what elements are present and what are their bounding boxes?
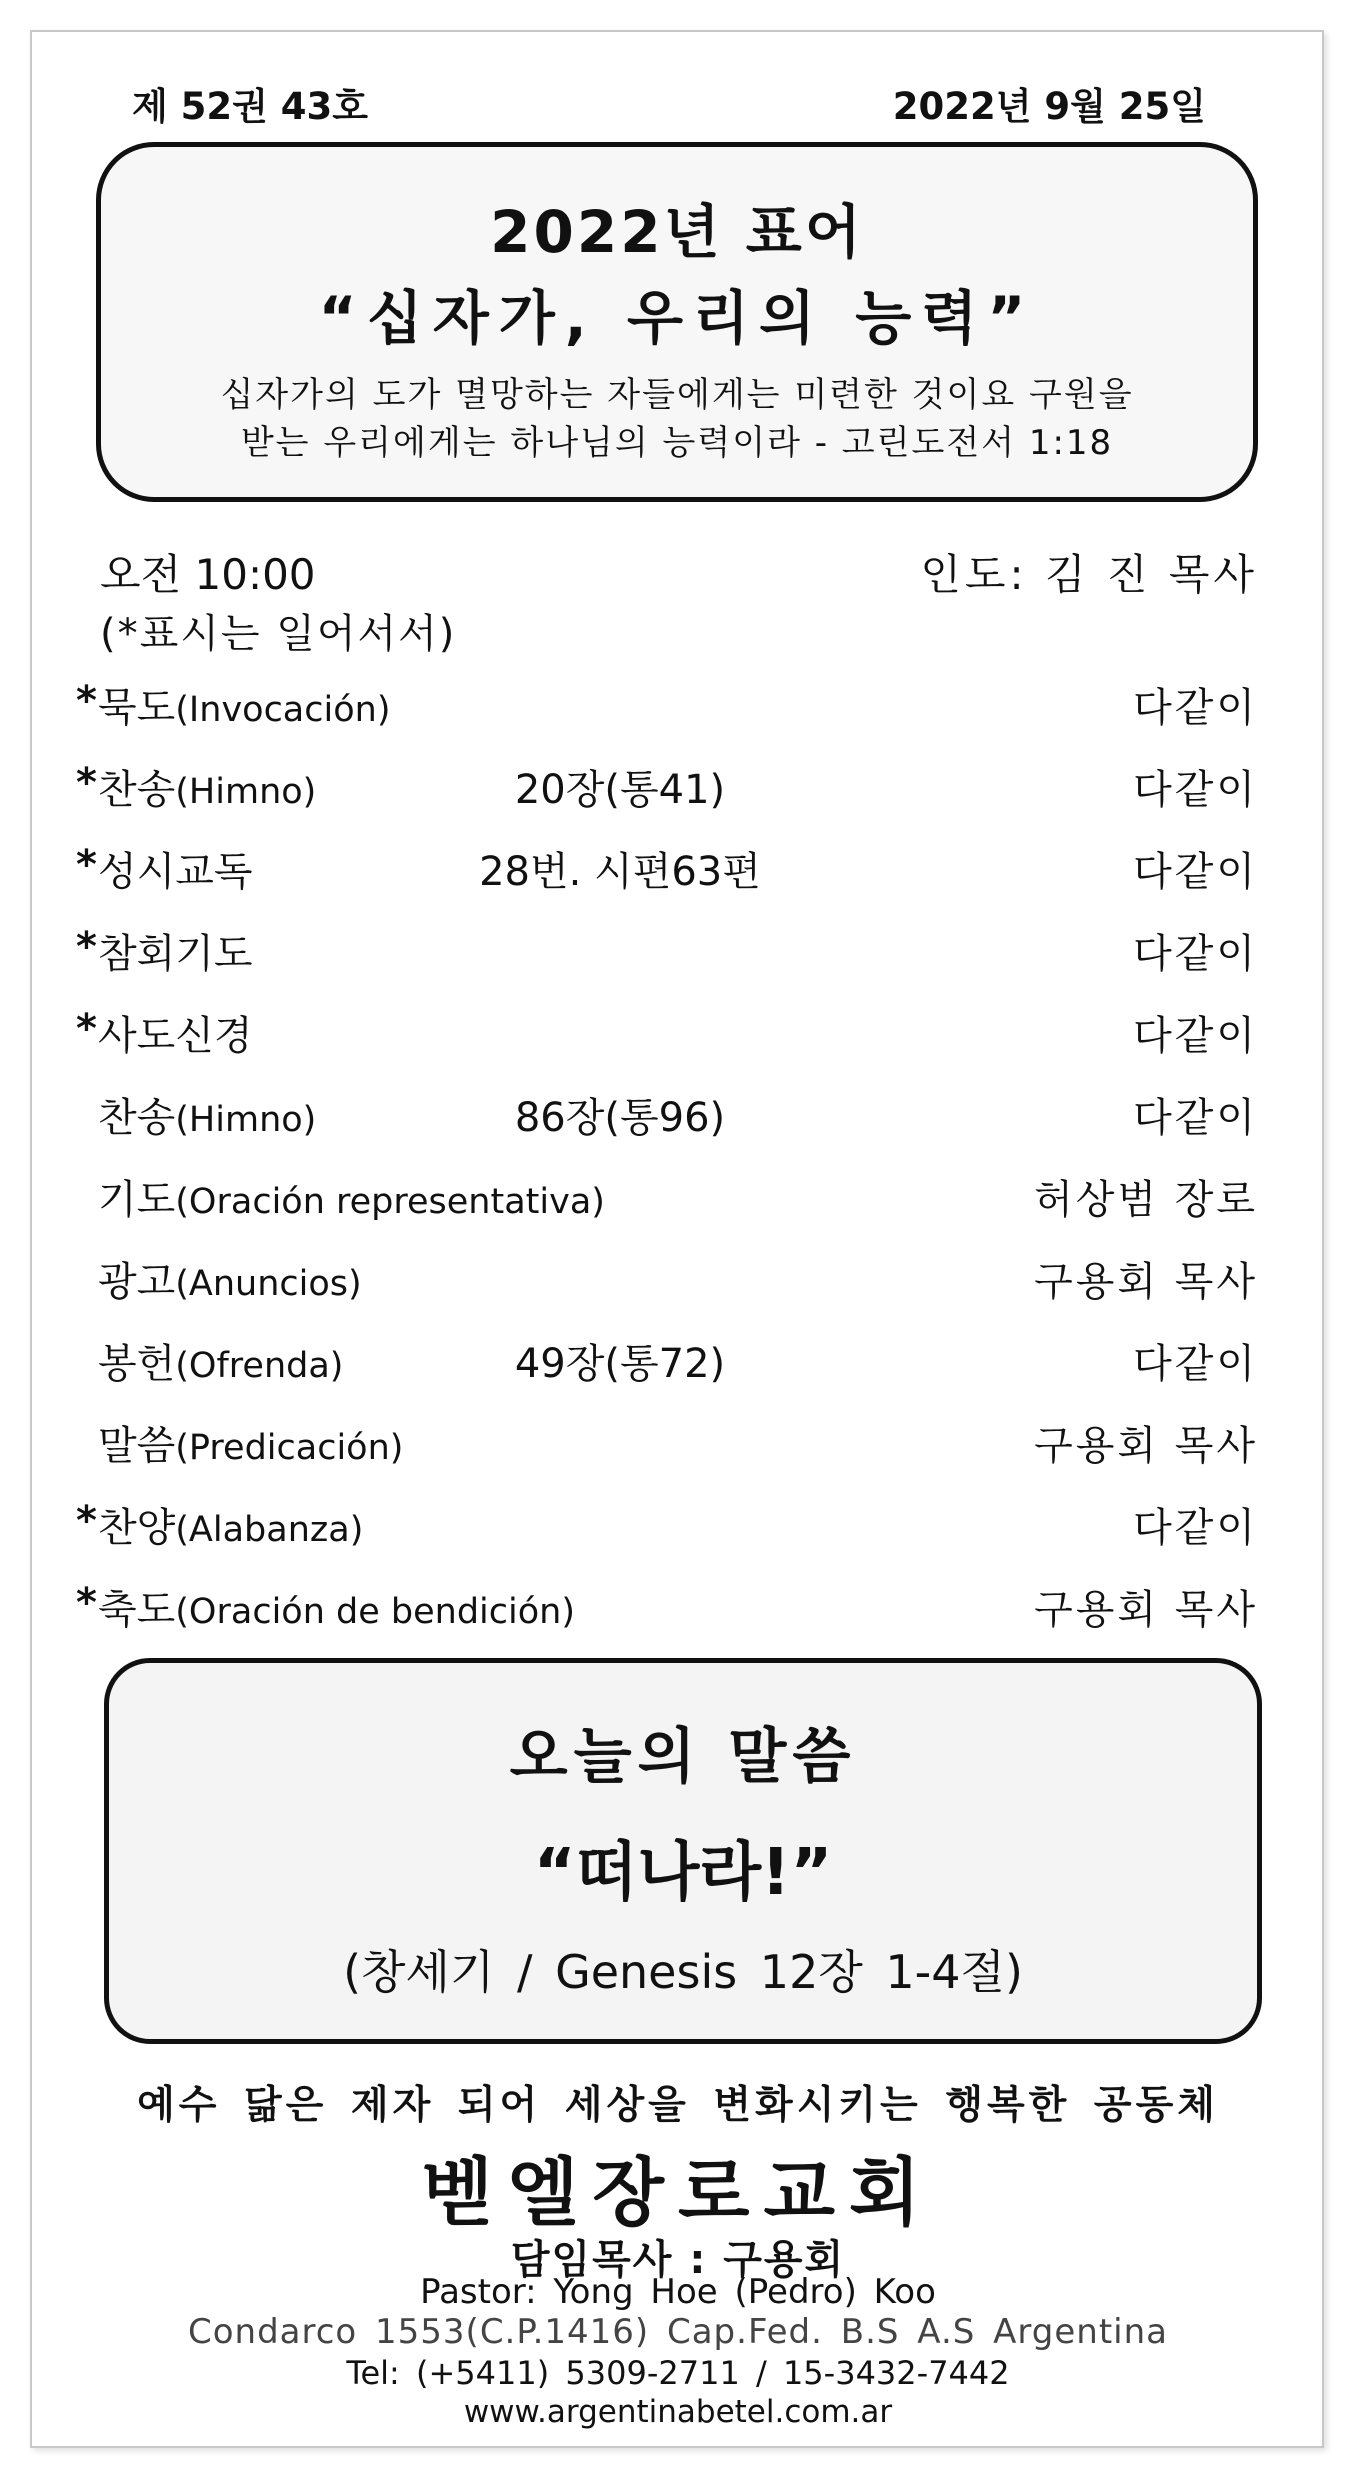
order-item-korean: 사도신경 — [98, 1013, 253, 1059]
standing-mark: * — [76, 760, 97, 806]
standing-mark: * — [76, 678, 97, 724]
order-item-who: 다같이 — [1133, 685, 1258, 731]
todays-word-label: 오늘의 말씀 — [509, 1722, 857, 1792]
order-item-who: 구용회 목사 — [1034, 1587, 1258, 1633]
order-item-name — [98, 1414, 403, 1471]
order-row — [0, 1578, 1356, 1638]
order-item-korean: 묵도 — [98, 685, 176, 731]
order-item-name — [98, 1496, 363, 1553]
order-item-who: 다같이 — [1133, 1013, 1258, 1059]
senior-pastor-english: Pastor: Yong Hoe (Pedro) Koo — [420, 2272, 936, 2312]
order-item-who: 다같이 — [1133, 1095, 1258, 1141]
order-item-who: 다같이 — [1133, 1341, 1258, 1387]
church-phone: Tel: (+5411) 5309-2711 / 15-3432-7442 — [346, 2354, 1010, 2392]
theme-motto: “십자가, 우리의 능력” — [318, 284, 1036, 352]
order-item-who: 구용회 목사 — [1034, 1259, 1258, 1305]
order-item-who: 허상범 장로 — [1034, 1177, 1258, 1223]
order-item-spanish: (Alabanza) — [175, 1510, 364, 1550]
theme-title: 2022년 표어 — [490, 198, 864, 266]
order-item-korean: 찬송 — [98, 1095, 176, 1141]
order-row — [0, 758, 1356, 818]
scripture-reference: (창세기 / Genesis 12장 1-4절) — [343, 1945, 1023, 1999]
order-item-korean: 봉헌 — [98, 1341, 176, 1387]
church-name: 벧엘장로교회 — [421, 2150, 935, 2236]
order-item-detail: 86장(통96) — [514, 1095, 726, 1141]
order-item-korean: 말씀 — [98, 1423, 176, 1469]
order-item-name — [98, 1250, 362, 1307]
issue-date: 2022년 9월 25일 — [892, 85, 1206, 128]
stand-note: (*표시는 일어서서) — [100, 611, 457, 657]
order-item-name — [98, 922, 253, 979]
order-item-name — [98, 1086, 316, 1143]
order-row — [0, 1250, 1356, 1310]
theme-verse-line: 받는 우리에게는 하나님의 능력이라 - 고린도전서 1:18 — [240, 423, 1114, 463]
order-row — [0, 1496, 1356, 1556]
order-item-korean: 성시교독 — [98, 849, 253, 895]
theme-verse — [101, 371, 1253, 467]
order-row — [0, 840, 1356, 900]
order-item-spanish: (Anuncios) — [175, 1264, 362, 1304]
order-item-name — [98, 676, 390, 733]
order-item-korean: 광고 — [98, 1259, 176, 1305]
order-item-who: 다같이 — [1133, 849, 1258, 895]
order-item-name — [98, 1578, 575, 1635]
issue-volume: 제 52권 43호 — [132, 85, 368, 128]
standing-mark: * — [76, 924, 97, 970]
order-row — [0, 922, 1356, 982]
todays-word-box — [104, 1658, 1262, 2044]
service-time: 오전 10:00 — [100, 550, 316, 599]
order-row — [0, 1168, 1356, 1228]
order-item-spanish: (Predicación) — [175, 1428, 404, 1468]
order-item-spanish: (Oración representativa) — [175, 1182, 605, 1222]
order-item-detail: 20장(통41) — [514, 767, 726, 813]
order-item-korean: 기도 — [98, 1177, 176, 1223]
order-item-spanish: (Himno) — [175, 772, 317, 812]
church-website-link[interactable]: www.argentinabetel.com.ar — [463, 2394, 893, 2430]
standing-mark: * — [76, 1498, 97, 1544]
order-item-name — [98, 758, 316, 815]
theme-box — [96, 142, 1258, 502]
order-item-name — [98, 1168, 605, 1225]
order-item-spanish: (Himno) — [175, 1100, 317, 1140]
order-item-who: 다같이 — [1133, 1505, 1258, 1551]
order-row — [0, 676, 1356, 736]
service-leader: 인도: 김 진 목사 — [920, 550, 1258, 599]
order-item-spanish: (Invocación) — [175, 690, 391, 730]
order-item-korean: 찬송 — [98, 767, 176, 813]
order-row — [0, 1414, 1356, 1474]
order-item-korean: 찬양 — [98, 1505, 176, 1551]
standing-mark: * — [76, 1006, 97, 1052]
church-address: Condarco 1553(C.P.1416) Cap.Fed. B.S A.S Argentina — [187, 2312, 1168, 2352]
church-vision: 예수 닮은 제자 되어 세상을 변화시키는 행복한 공동체 — [137, 2083, 1219, 2128]
order-item-who: 다같이 — [1133, 767, 1258, 813]
order-item-spanish: (Oración de bendición) — [175, 1592, 575, 1632]
order-item-name — [98, 1332, 343, 1389]
standing-mark: * — [76, 842, 97, 888]
order-item-who: 다같이 — [1133, 931, 1258, 977]
order-item-detail: 49장(통72) — [514, 1341, 726, 1387]
order-item-korean: 축도 — [98, 1587, 176, 1633]
order-row — [0, 1086, 1356, 1146]
order-row — [0, 1004, 1356, 1064]
order-item-spanish: (Ofrenda) — [175, 1346, 344, 1386]
order-item-name — [98, 1004, 253, 1061]
order-item-name — [98, 840, 253, 897]
order-item-detail: 28번. 시편63편 — [479, 849, 761, 895]
standing-mark: * — [76, 1580, 97, 1626]
senior-pastor-korean: 담임목사 : 구용회 — [510, 2237, 846, 2283]
order-item-who: 구용회 목사 — [1034, 1423, 1258, 1469]
order-item-korean: 참회기도 — [98, 931, 253, 977]
sermon-title: “떠나라!” — [533, 1836, 833, 1910]
order-row — [0, 1332, 1356, 1392]
theme-verse-line: 십자가의 도가 멸망하는 자들에게는 미련한 것이요 구원을 — [220, 375, 1134, 415]
